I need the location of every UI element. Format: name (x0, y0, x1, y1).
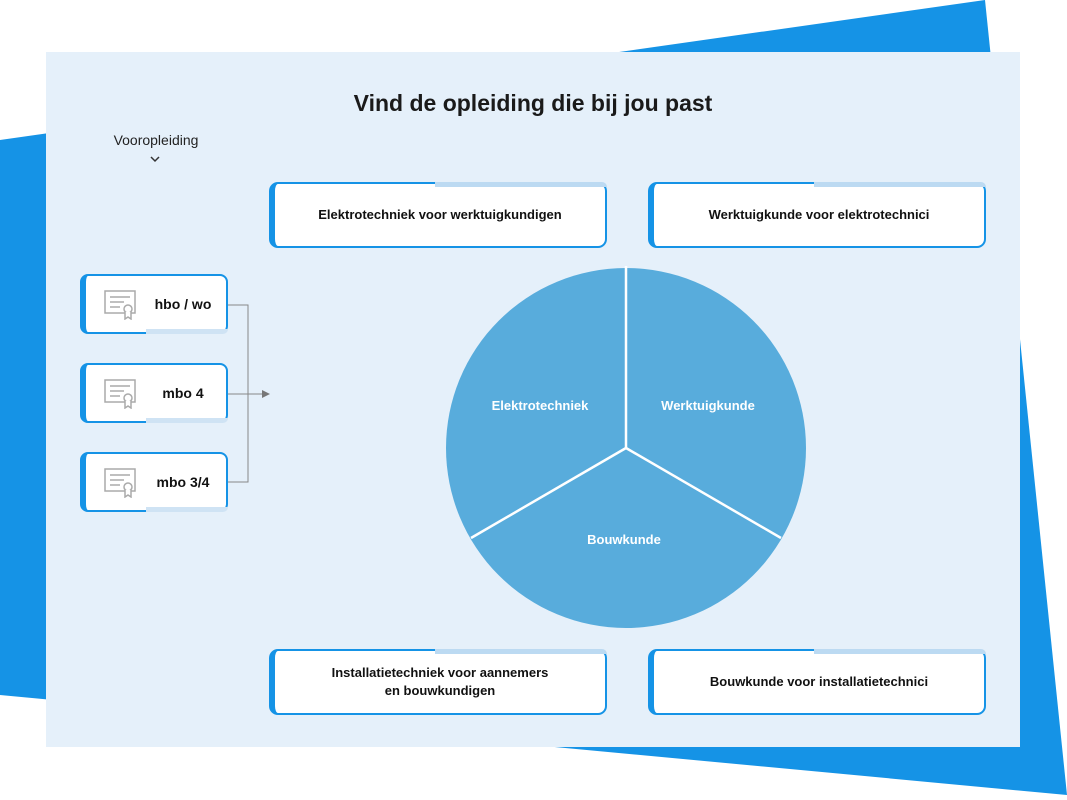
level-label: mbo 4 (162, 385, 204, 401)
level-card-mbo-3-4[interactable] (80, 452, 228, 512)
vooropleiding-label: Vooropleiding (113, 132, 199, 148)
combo-card-elektrotechniek-werktuigkundigen[interactable] (269, 182, 607, 248)
combo-card-bouwkunde-installatietechnici[interactable] (648, 649, 986, 715)
segment-label-elektrotechniek[interactable]: Elektrotechniek (491, 398, 589, 413)
certificate-icon (104, 379, 136, 409)
combo-label: Bouwkunde voor installatietechnici (709, 674, 929, 689)
chevron-down-icon[interactable] (149, 155, 161, 163)
combo-label-line-2: en bouwkundigen (384, 683, 496, 698)
level-card-mbo-4[interactable] (80, 363, 228, 423)
level-card-hbo-wo[interactable] (80, 274, 228, 334)
page-title: Vind de opleiding die bij jou past (353, 90, 713, 116)
discipline-wheel (444, 266, 808, 630)
combo-label: Elektrotechniek voor werktuigkundigen (318, 207, 562, 222)
segment-label-bouwkunde[interactable]: Bouwkunde (587, 532, 661, 547)
combo-label: Werktuigkunde voor elektrotechnici (708, 207, 930, 222)
segment-label-werktuigkunde[interactable]: Werktuigkunde (661, 398, 755, 413)
combo-label-line-1: Installatietechniek voor aannemers (331, 665, 549, 680)
level-label: mbo 3/4 (156, 474, 210, 490)
certificate-icon (104, 468, 136, 498)
certificate-icon (104, 290, 136, 320)
main-panel (46, 52, 1020, 747)
combo-card-werktuigkunde-elektrotechnici[interactable] (648, 182, 986, 248)
combo-card-installatietechniek-aannemers[interactable] (269, 649, 607, 715)
level-label: hbo / wo (154, 296, 212, 312)
combo-label (285, 664, 595, 700)
